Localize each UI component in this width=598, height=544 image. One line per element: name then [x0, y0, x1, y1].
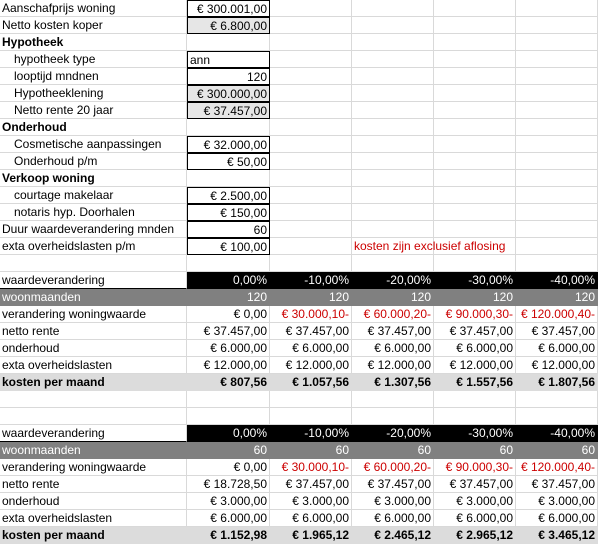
value-cell[interactable] — [516, 221, 598, 238]
value-cell[interactable]: € 12.000,00 — [352, 357, 434, 374]
value-cell[interactable]: € 6.000,00 — [516, 340, 598, 357]
value-cell[interactable] — [270, 0, 352, 17]
sheet-row — [0, 221, 598, 238]
value-cell[interactable]: € 18.728,50 — [187, 476, 270, 493]
row-label-cell[interactable]: exta overheidslasten — [0, 357, 187, 374]
row-label-cell[interactable]: Aanschafprijs woning — [0, 0, 187, 17]
value-cell[interactable] — [352, 170, 434, 187]
value-cell[interactable] — [434, 187, 516, 204]
value-cell[interactable]: € 37.457,00 — [187, 102, 270, 119]
value-cell[interactable] — [516, 238, 598, 255]
value-cell[interactable] — [434, 238, 516, 255]
value-cell[interactable] — [516, 136, 598, 153]
value-cell[interactable] — [270, 408, 352, 425]
value-cell[interactable]: € 12.000,00 — [270, 357, 352, 374]
value-cell[interactable]: € 1.307,56 — [352, 374, 434, 391]
value-cell[interactable]: -30,00% — [434, 272, 516, 289]
sheet-row — [0, 85, 598, 102]
value-cell[interactable]: € 6.000,00 — [434, 340, 516, 357]
row-label-cell[interactable]: looptijd mndnen — [0, 68, 187, 85]
row-label-cell[interactable]: woonmaanden — [0, 442, 187, 459]
row-label-cell[interactable]: Onderhoud p/m — [0, 153, 187, 170]
value-cell[interactable] — [516, 255, 598, 272]
value-cell[interactable]: 0,00% — [187, 272, 270, 289]
sheet-row — [0, 493, 598, 510]
row-label-cell[interactable]: onderhoud — [0, 340, 187, 357]
value-cell[interactable]: 60 — [352, 442, 434, 459]
value-cell[interactable]: 60 — [434, 442, 516, 459]
value-cell[interactable]: € 3.465,12 — [516, 527, 598, 544]
value-cell[interactable] — [352, 17, 434, 34]
value-cell[interactable] — [187, 391, 270, 408]
value-cell[interactable]: € 37.457,00 — [187, 323, 270, 340]
value-cell[interactable] — [434, 17, 516, 34]
value-cell[interactable]: € 12.000,00 — [187, 357, 270, 374]
value-cell[interactable]: € 1.807,56 — [516, 374, 598, 391]
sheet-row — [0, 187, 598, 204]
value-cell[interactable] — [270, 221, 352, 238]
value-cell[interactable] — [516, 0, 598, 17]
value-cell[interactable]: € 6.000,00 — [187, 510, 270, 527]
value-cell[interactable]: € 37.457,00 — [516, 476, 598, 493]
value-cell[interactable] — [352, 68, 434, 85]
value-cell[interactable]: € 60.000,20- — [352, 306, 434, 323]
sheet-row — [0, 391, 598, 408]
value-cell[interactable] — [434, 255, 516, 272]
value-cell[interactable] — [516, 34, 598, 51]
value-cell[interactable]: € 50,00 — [187, 153, 270, 170]
sheet-row — [0, 323, 598, 340]
value-cell[interactable]: € 1.152,98 — [187, 527, 270, 544]
value-cell[interactable]: € 120.000,40- — [516, 306, 598, 323]
value-cell[interactable]: 60 — [516, 442, 598, 459]
value-cell[interactable]: € 37.457,00 — [352, 323, 434, 340]
sheet-row — [0, 0, 598, 17]
value-cell[interactable]: € 6.000,00 — [516, 510, 598, 527]
row-label-cell[interactable] — [0, 255, 187, 272]
sheet-row — [0, 510, 598, 527]
value-cell[interactable] — [352, 136, 434, 153]
sheet-row — [0, 289, 598, 306]
row-label-cell[interactable] — [0, 408, 187, 425]
value-cell[interactable] — [434, 408, 516, 425]
value-cell[interactable] — [516, 85, 598, 102]
value-cell[interactable]: € 60.000,20- — [352, 459, 434, 476]
value-cell[interactable]: € 37.457,00 — [270, 476, 352, 493]
value-cell[interactable]: € 90.000,30- — [434, 459, 516, 476]
sheet-row — [0, 136, 598, 153]
value-cell[interactable]: 60 — [187, 221, 270, 238]
value-cell[interactable]: € 1.965,12 — [270, 527, 352, 544]
value-cell[interactable]: € 6.000,00 — [270, 510, 352, 527]
value-cell[interactable] — [434, 51, 516, 68]
value-cell[interactable] — [516, 204, 598, 221]
value-cell[interactable]: € 120.000,40- — [516, 459, 598, 476]
value-cell[interactable] — [434, 68, 516, 85]
sheet-row — [0, 255, 598, 272]
row-label-cell[interactable]: waardeverandering — [0, 272, 187, 289]
sheet-row — [0, 527, 598, 544]
value-cell[interactable]: € 1.057,56 — [270, 374, 352, 391]
value-cell[interactable] — [516, 102, 598, 119]
value-cell[interactable]: € 32.000,00 — [187, 136, 270, 153]
row-label-cell[interactable]: Netto rente 20 jaar — [0, 102, 187, 119]
value-cell[interactable]: € 37.457,00 — [270, 323, 352, 340]
sheet-row — [0, 170, 598, 187]
value-cell[interactable]: 120 — [352, 289, 434, 306]
value-cell[interactable]: € 2.965,12 — [434, 527, 516, 544]
value-cell[interactable]: kosten zijn exclusief aflosing — [354, 239, 506, 253]
value-cell[interactable] — [270, 51, 352, 68]
value-cell[interactable]: € 2.465,12 — [352, 527, 434, 544]
row-label-cell[interactable]: notaris hyp. Doorhalen — [0, 204, 187, 221]
value-cell[interactable]: ann — [187, 51, 270, 68]
value-cell[interactable] — [270, 34, 352, 51]
value-cell[interactable]: 120 — [187, 68, 270, 85]
sheet-row — [0, 357, 598, 374]
value-cell[interactable] — [434, 153, 516, 170]
value-cell[interactable] — [434, 0, 516, 17]
row-label-cell[interactable]: Netto kosten koper — [0, 17, 187, 34]
value-cell[interactable]: € 37.457,00 — [434, 323, 516, 340]
value-cell[interactable] — [270, 255, 352, 272]
value-cell[interactable] — [270, 136, 352, 153]
value-cell[interactable] — [352, 0, 434, 17]
row-label-cell[interactable]: Duur waardeverandering mnden — [0, 221, 187, 238]
value-cell[interactable] — [516, 17, 598, 34]
sheet-row — [0, 459, 598, 476]
sheet-row — [0, 408, 598, 425]
value-cell[interactable]: € 37.457,00 — [352, 476, 434, 493]
value-cell[interactable]: -30,00% — [434, 425, 516, 442]
value-cell[interactable] — [270, 17, 352, 34]
value-cell[interactable]: -40,00% — [516, 425, 598, 442]
value-cell[interactable] — [352, 153, 434, 170]
value-cell[interactable] — [352, 391, 434, 408]
value-cell[interactable] — [434, 34, 516, 51]
value-cell[interactable]: € 3.000,00 — [434, 493, 516, 510]
value-cell[interactable]: 120 — [434, 289, 516, 306]
value-cell[interactable] — [187, 170, 270, 187]
row-label-cell[interactable]: exta overheidslasten — [0, 510, 187, 527]
row-label-cell[interactable]: kosten per maand — [0, 527, 187, 544]
row-label-cell[interactable]: Cosmetische aanpassingen — [0, 136, 187, 153]
value-cell[interactable]: -10,00% — [270, 425, 352, 442]
value-cell[interactable] — [516, 153, 598, 170]
value-cell[interactable] — [270, 85, 352, 102]
sheet-row — [0, 119, 598, 136]
value-cell[interactable]: € 30.000,10- — [270, 459, 352, 476]
sheet-row — [0, 34, 598, 51]
sheet-row — [0, 425, 598, 442]
value-cell[interactable] — [434, 102, 516, 119]
value-cell[interactable]: € 3.000,00 — [352, 493, 434, 510]
value-cell[interactable]: 0,00% — [187, 425, 270, 442]
value-cell[interactable]: € 90.000,30- — [434, 306, 516, 323]
value-cell[interactable]: 120 — [270, 289, 352, 306]
sheet-row — [0, 153, 598, 170]
row-label-cell[interactable]: netto rente — [0, 323, 187, 340]
value-cell[interactable] — [270, 119, 352, 136]
row-label-cell[interactable]: kosten per maand — [0, 374, 187, 391]
value-cell[interactable]: € 807,56 — [187, 374, 270, 391]
value-cell[interactable]: 120 — [516, 289, 598, 306]
value-cell[interactable] — [434, 136, 516, 153]
value-cell[interactable]: € 1.557,56 — [434, 374, 516, 391]
value-cell[interactable]: € 30.000,10- — [270, 306, 352, 323]
value-cell[interactable]: € 0,00 — [187, 306, 270, 323]
value-cell[interactable]: € 6.800,00 — [187, 17, 270, 34]
value-cell[interactable] — [352, 187, 434, 204]
row-label-cell[interactable] — [0, 391, 187, 408]
sheet-row — [0, 51, 598, 68]
value-cell[interactable] — [516, 408, 598, 425]
value-cell[interactable]: € 3.000,00 — [270, 493, 352, 510]
value-cell[interactable] — [434, 204, 516, 221]
sheet-row — [0, 306, 598, 323]
value-cell[interactable]: € 100,00 — [187, 238, 270, 255]
value-cell[interactable]: € 12.000,00 — [434, 357, 516, 374]
value-cell[interactable]: € 300.001,00 — [187, 0, 270, 17]
value-cell[interactable] — [270, 153, 352, 170]
value-cell[interactable] — [270, 204, 352, 221]
value-cell[interactable] — [187, 255, 270, 272]
sheet-row — [0, 374, 598, 391]
row-label-cell[interactable]: onderhoud — [0, 493, 187, 510]
sheet-row — [0, 102, 598, 119]
row-label-cell[interactable]: waardeverandering — [0, 425, 187, 442]
value-cell[interactable] — [352, 85, 434, 102]
row-label-cell[interactable]: verandering woningwaarde — [0, 306, 187, 323]
value-cell[interactable] — [434, 85, 516, 102]
value-cell[interactable]: € 6.000,00 — [270, 340, 352, 357]
value-cell[interactable]: € 12.000,00 — [516, 357, 598, 374]
value-cell[interactable]: -20,00% — [352, 425, 434, 442]
value-cell[interactable] — [270, 238, 352, 255]
sheet-row — [0, 442, 598, 459]
value-cell[interactable]: € 150,00 — [187, 204, 270, 221]
row-label-cell[interactable]: Onderhoud — [0, 119, 187, 136]
value-cell[interactable]: € 37.457,00 — [516, 323, 598, 340]
sheet-row — [0, 476, 598, 493]
value-cell[interactable] — [270, 102, 352, 119]
value-cell[interactable]: 120 — [187, 289, 270, 306]
value-cell[interactable] — [352, 221, 434, 238]
sheet-row — [0, 17, 598, 34]
value-cell[interactable] — [516, 68, 598, 85]
value-cell[interactable] — [516, 51, 598, 68]
value-cell[interactable] — [187, 119, 270, 136]
value-cell[interactable] — [434, 221, 516, 238]
sheet-row — [0, 272, 598, 289]
value-cell[interactable] — [270, 391, 352, 408]
value-cell[interactable] — [270, 170, 352, 187]
value-cell[interactable] — [516, 170, 598, 187]
value-cell[interactable] — [434, 119, 516, 136]
value-cell[interactable] — [352, 34, 434, 51]
value-cell[interactable]: -10,00% — [270, 272, 352, 289]
sheet-row — [0, 204, 598, 221]
row-label-cell[interactable]: netto rente — [0, 476, 187, 493]
value-cell[interactable] — [270, 68, 352, 85]
value-cell[interactable] — [516, 391, 598, 408]
value-cell[interactable] — [352, 102, 434, 119]
value-cell[interactable] — [434, 170, 516, 187]
value-cell[interactable] — [352, 119, 434, 136]
value-cell[interactable] — [352, 408, 434, 425]
value-cell[interactable]: -20,00% — [352, 272, 434, 289]
value-cell[interactable]: € 6.000,00 — [352, 340, 434, 357]
row-label-cell[interactable]: Hypotheeklening — [0, 85, 187, 102]
value-cell[interactable]: € 300.000,00 — [187, 85, 270, 102]
value-cell[interactable] — [352, 255, 434, 272]
value-cell[interactable] — [516, 187, 598, 204]
row-label-cell[interactable]: courtage makelaar — [0, 187, 187, 204]
row-label-cell[interactable]: woonmaanden — [0, 289, 187, 306]
value-cell[interactable]: € 6.000,00 — [187, 340, 270, 357]
row-label-cell[interactable]: verandering woningwaarde — [0, 459, 187, 476]
sheet-row — [0, 238, 598, 255]
row-label-cell[interactable]: Verkoop woning — [0, 170, 187, 187]
value-cell[interactable]: 60 — [270, 442, 352, 459]
value-cell[interactable] — [187, 408, 270, 425]
value-cell[interactable]: € 37.457,00 — [434, 476, 516, 493]
value-cell[interactable]: € 3.000,00 — [187, 493, 270, 510]
value-cell[interactable]: € 6.000,00 — [434, 510, 516, 527]
row-label-cell[interactable]: exta overheidslasten p/m — [0, 238, 187, 255]
sheet-row — [0, 68, 598, 85]
row-label-cell[interactable]: Hypotheek — [0, 34, 187, 51]
value-cell[interactable]: € 2.500,00 — [187, 187, 270, 204]
value-cell[interactable]: € 0,00 — [187, 459, 270, 476]
value-cell[interactable] — [352, 51, 434, 68]
value-cell[interactable] — [352, 204, 434, 221]
row-label-cell[interactable]: hypotheek type — [0, 51, 187, 68]
value-cell[interactable] — [516, 119, 598, 136]
value-cell[interactable]: 60 — [187, 442, 270, 459]
value-cell[interactable] — [270, 187, 352, 204]
sheet-row — [0, 340, 598, 357]
value-cell[interactable]: € 3.000,00 — [516, 493, 598, 510]
value-cell[interactable]: € 6.000,00 — [352, 510, 434, 527]
value-cell[interactable]: -40,00% — [516, 272, 598, 289]
value-cell[interactable] — [187, 34, 270, 51]
value-cell[interactable] — [434, 391, 516, 408]
